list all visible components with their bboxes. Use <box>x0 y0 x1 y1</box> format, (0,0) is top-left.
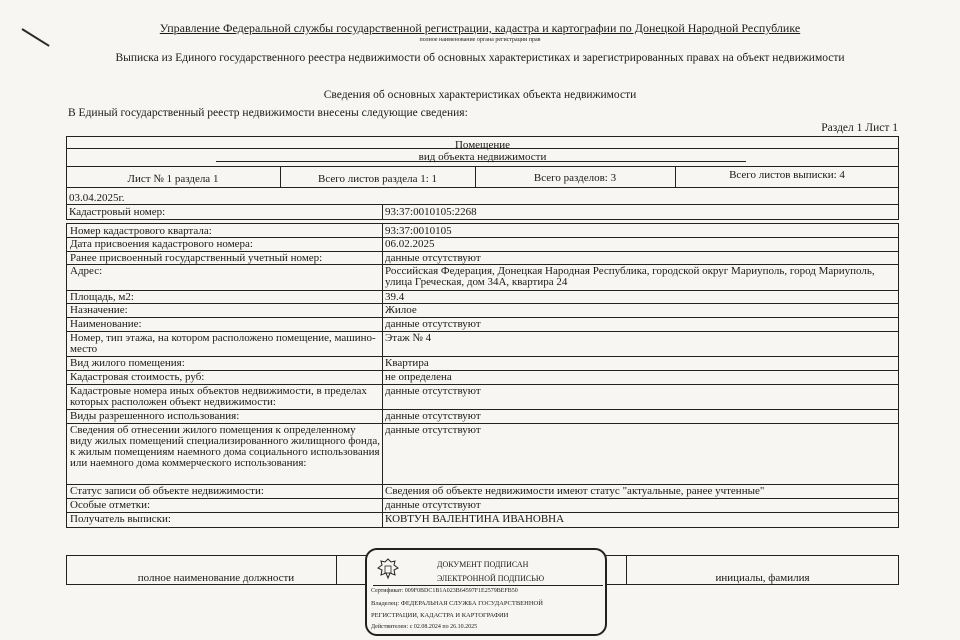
stamp-line2: ЭЛЕКТРОННОЙ ПОДПИСЬЮ <box>437 574 545 583</box>
row-value: 93:37:0010105 <box>385 225 452 237</box>
object-type: Помещение <box>454 139 511 151</box>
row-divider <box>66 484 899 485</box>
row-value: Жилое <box>385 304 417 316</box>
row-label: Номер, тип этажа, на котором расположено помещение, машино-место <box>70 332 376 355</box>
row-label: Кадастровые номера иных объектов недвижимости, в пределах которых расположен объект недвижимости: <box>70 385 367 408</box>
page-label: Раздел 1 Лист 1 <box>821 122 898 134</box>
row-value: данные отсутствуют <box>385 499 481 511</box>
row-value: данные отсутствуют <box>385 252 481 264</box>
row-value: 06.02.2025 <box>385 238 435 250</box>
stamp-owner-line1: Владелец: ФЕДЕРАЛЬНАЯ СЛУЖБА ГОСУДАРСТВЕННОЙ <box>371 600 543 607</box>
extract-date: 03.04.2025г. <box>69 192 125 204</box>
row-label: Виды разрешенного использования: <box>70 410 240 422</box>
stamp-certificate: Сертификат: 009F0BDC1B1A023B64597F1E2579BEFB50 <box>371 588 518 594</box>
row-divider <box>66 356 899 357</box>
row-label: Наименование: <box>70 318 142 330</box>
row-label: Получатель выписки: <box>70 513 171 525</box>
stamp-divider <box>373 585 603 586</box>
row-value: Российская Федерация, Донецкая Народная Республика, городской округ Мариуполь, город Мариуполь, улица Греческая, дом 34А, квартира 24 <box>385 265 875 288</box>
row-divider <box>66 290 899 291</box>
row-label: Назначение: <box>70 304 128 316</box>
row-divider <box>66 409 899 410</box>
sections-total: Всего разделов: 3 <box>533 172 617 184</box>
row-label: Адрес: <box>70 265 103 277</box>
electronic-signature-stamp <box>365 548 607 636</box>
row-value: Этаж № 4 <box>385 332 432 344</box>
row-label: Кадастровая стоимость, руб: <box>70 371 205 383</box>
row-divider <box>66 512 899 513</box>
row-label: Дата присвоения кадастрового номера: <box>70 238 253 250</box>
row-label: Номер кадастрового квартала: <box>70 225 212 237</box>
row-value: не определена <box>385 371 452 383</box>
row-divider <box>66 423 899 424</box>
row-value: Квартира <box>385 357 429 369</box>
row-label: Ранее присвоенный государственный учетный номер: <box>70 252 323 264</box>
row-label: Площадь, м2: <box>70 291 134 303</box>
row-value: данные отсутствуют <box>385 385 481 397</box>
header-table <box>66 136 899 220</box>
row-label: Особые отметки: <box>70 499 151 511</box>
row-value: данные отсутствуют <box>385 318 481 330</box>
cadastral-number-label: Кадастровый номер: <box>69 206 166 218</box>
coat-of-arms-icon <box>375 556 401 582</box>
initials-caption: инициалы, фамилия <box>715 572 810 584</box>
row-divider <box>66 498 899 499</box>
intro-text: В Единый государственный реестр недвижимости внесены следующие сведения: <box>68 107 468 119</box>
authority-caption: полное наименование органа регистрации прав <box>419 37 541 43</box>
position-caption: полное наименование должности <box>137 572 295 584</box>
sheet-number: Лист № 1 раздела 1 <box>127 173 219 185</box>
row-divider <box>66 384 899 385</box>
extract-title: Выписка из Единого государственного реестра недвижимости об основных характеристиках и зарегистрированных правах на объект недвижимости <box>115 52 845 64</box>
row-divider <box>66 264 899 265</box>
row-label: Вид жилого помещения: <box>70 357 185 369</box>
section-title: Сведения об основных характеристиках объекта недвижимости <box>323 89 637 101</box>
row-value: данные отсутствуют <box>385 424 481 436</box>
row-label: Статус записи об объекте недвижимости: <box>70 485 264 497</box>
sheets-total: Всего листов выписки: 4 <box>729 169 845 181</box>
cadastral-number-value: 93:37:0010105:2268 <box>385 206 477 218</box>
row-divider <box>66 237 899 238</box>
stamp-validity: Действителен: с 02.08.2024 по 26.10.2025 <box>371 624 478 630</box>
row-label: Сведения об отнесении жилого помещения к определенному виду жилых помещений специализированного жилищного фонда, к жилым помещениям наемного дома социального использования или наемного дома коммерческого использования: <box>70 424 380 469</box>
row-divider <box>66 303 899 304</box>
row-value: 39.4 <box>385 291 405 303</box>
authority-title: Управление Федеральной службы государственной регистрации, кадастра и картографии по Донецкой Народной Республике <box>159 21 801 35</box>
row-value: Сведения об объекте недвижимости имеют статус "актуальные, ранее учтенные" <box>385 485 765 497</box>
row-value: КОВТУН ВАЛЕНТИНА ИВАНОВНА <box>385 513 565 525</box>
object-type-caption: вид объекта недвижимости <box>418 151 547 163</box>
row-divider <box>66 370 899 371</box>
sheets-in-section: Всего листов раздела 1: 1 <box>317 173 438 185</box>
row-divider <box>66 251 899 252</box>
row-divider <box>66 317 899 318</box>
stamp-line1: ДОКУМЕНТ ПОДПИСАН <box>437 560 529 569</box>
row-divider <box>66 331 899 332</box>
stamp-owner-line2: РЕГИСТРАЦИИ, КАДАСТРА И КАРТОГРАФИИ <box>371 612 509 619</box>
row-value: данные отсутствуют <box>385 410 481 422</box>
